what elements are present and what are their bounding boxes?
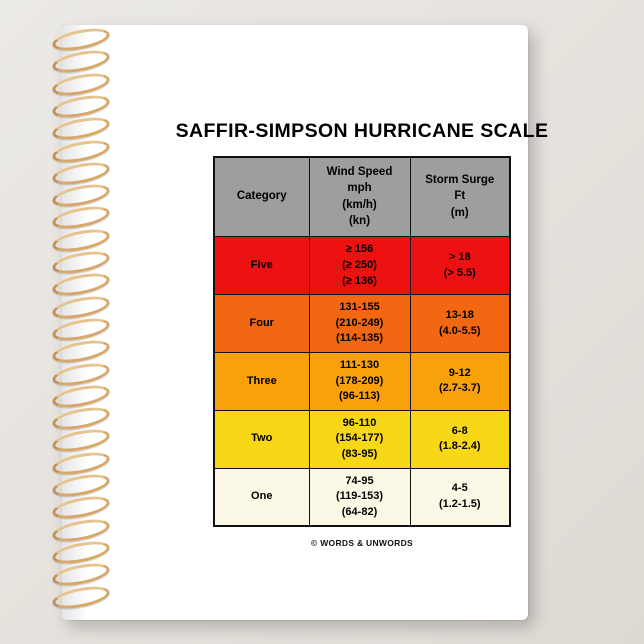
table-header-row [214, 157, 510, 237]
table-row [214, 468, 510, 526]
spiral-coil [51, 248, 112, 278]
spiral-coil [51, 582, 112, 612]
cell-category: One [214, 468, 309, 526]
column-header-wind-unit-kmh: (km/h) [342, 198, 377, 211]
cell-category: Two [214, 410, 309, 468]
spiral-coil [51, 560, 112, 590]
cell-surge-ft: 4-5 [451, 482, 468, 495]
spiral-coil [51, 92, 112, 122]
cell-wind-speed [309, 410, 410, 468]
cell-wind-kmh: (178-209) [335, 374, 384, 387]
cell-category: Three [214, 352, 309, 410]
column-header-surge-unit-m: (m) [450, 206, 469, 219]
cell-wind-kn: (83-95) [341, 448, 378, 461]
cell-storm-surge [410, 237, 510, 295]
cell-surge-ft: 6-8 [451, 424, 468, 437]
table-row [214, 237, 510, 295]
column-header-storm-surge [410, 157, 510, 237]
cell-surge-ft: 13-18 [445, 308, 474, 321]
spiral-coil [51, 270, 112, 300]
cell-wind-mph: 96-110 [342, 416, 377, 429]
cell-wind-kn: (96-113) [339, 390, 380, 403]
spiral-coil [51, 448, 112, 478]
cell-wind-speed [309, 468, 410, 526]
spiral-coil [51, 136, 112, 166]
spiral-coil [51, 426, 112, 456]
column-header-wind-speed [309, 157, 410, 237]
spiral-coil [51, 381, 112, 411]
cell-storm-surge [410, 352, 510, 410]
spiral-binding [52, 30, 106, 615]
table-row [214, 352, 510, 410]
cell-category: Four [214, 295, 309, 353]
table-row [214, 295, 510, 353]
cell-surge-m: (1.8-2.4) [438, 440, 481, 453]
cell-wind-kmh: (≥ 250) [342, 258, 377, 271]
cell-wind-kmh: (154-177) [335, 432, 384, 445]
hurricane-scale-table [213, 156, 511, 527]
cell-wind-kn: (114-135) [335, 332, 384, 345]
spiral-coil [51, 404, 112, 434]
spiral-coil [51, 315, 112, 345]
poster-content [162, 120, 562, 548]
spiral-coil [51, 359, 112, 389]
cell-wind-kmh: (119-153) [335, 490, 384, 503]
cell-storm-surge [410, 410, 510, 468]
cell-storm-surge [410, 295, 510, 353]
spiral-coil [51, 292, 112, 322]
spiral-coil [51, 114, 112, 144]
spiral-coil [51, 47, 112, 77]
spiral-coil [51, 225, 112, 255]
cell-storm-surge [410, 468, 510, 526]
cell-wind-mph: 131-155 [339, 301, 380, 314]
cell-wind-kn: (≥ 136) [342, 274, 377, 287]
spiral-coil [51, 69, 112, 99]
cell-surge-ft: 9-12 [448, 366, 471, 379]
planner-cover [62, 25, 549, 620]
spiral-coil [51, 471, 112, 501]
cell-surge-ft: > 18 [448, 251, 471, 264]
cell-category: Five [214, 237, 309, 295]
cell-wind-speed [309, 352, 410, 410]
spiral-coil [51, 181, 112, 211]
spiral-coil [51, 158, 112, 188]
cell-wind-kmh: (210-249) [335, 316, 384, 329]
cell-wind-speed [309, 295, 410, 353]
cell-wind-speed [309, 237, 410, 295]
cell-surge-m: (4.0-5.5) [438, 324, 481, 337]
column-header-storm-surge-label: Storm Surge [425, 174, 495, 187]
column-header-wind-unit-kn: (kn) [348, 214, 371, 227]
credit-line: © WORDS & UNWORDS [310, 538, 414, 549]
spiral-coil [51, 538, 112, 568]
column-header-wind-speed-label: Wind Speed [326, 166, 393, 178]
spiral-coil [51, 515, 112, 545]
column-header-category [214, 157, 309, 237]
cell-surge-m: (> 5.5) [443, 266, 476, 279]
column-header-category-label: Category [236, 190, 287, 203]
column-header-wind-unit-mph: mph [347, 182, 372, 195]
table-row [214, 410, 510, 468]
cell-surge-m: (2.7-3.7) [438, 382, 481, 395]
spiral-coil [51, 25, 112, 55]
cell-wind-mph: ≥ 156 [345, 243, 374, 256]
column-header-surge-unit-ft: Ft [454, 190, 466, 203]
cell-wind-mph: 111-130 [339, 358, 380, 371]
cell-surge-m: (1.2-1.5) [438, 498, 481, 511]
spiral-coil [51, 493, 112, 523]
cell-wind-kn: (64-82) [341, 505, 378, 518]
spiral-coil [51, 203, 112, 233]
page-title: SAFFIR-SIMPSON HURRICANE SCALE [175, 120, 549, 142]
cell-wind-mph: 74-95 [345, 474, 374, 487]
spiral-coil [51, 337, 112, 367]
